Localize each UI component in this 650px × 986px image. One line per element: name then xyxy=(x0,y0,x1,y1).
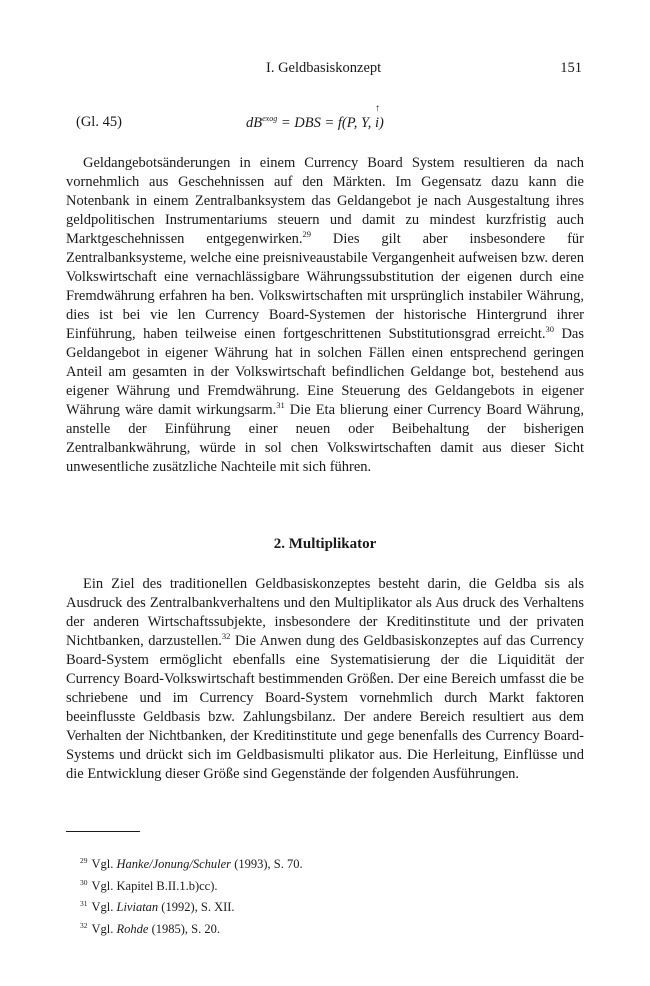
paragraph-text: Ein Ziel des traditionellen Geldbasiskonzeptes besteht darin, die Geldba sis als Ausdruck des Zentralbankverhaltens und den Multiplikator als Aus druck des Verhaltens der anderen Wirtschaftssubjekte, insbesondere der Kreditinstitute und der privaten Nichtbanken, darzustellen. xyxy=(66,576,584,649)
equation-label: (Gl. 45) xyxy=(76,114,122,130)
footnote-29 xyxy=(80,852,580,874)
footnote-number: 32 xyxy=(80,920,88,930)
body-paragraph-1 xyxy=(66,154,584,477)
equation-lhs-superscript: exog xyxy=(262,114,278,123)
footnote-author: Liviatan xyxy=(116,900,159,914)
equation-variable-i xyxy=(374,103,380,132)
paragraph-text: Die Anwen dung des Geldbasiskonzeptes auf das Currency Board-System ermöglicht ebenfalls eine Systematisierung der die Liquidität der Currency Board-Volkswirtschaft bestimmenden Größen. Der eine Bereich umfasst die be schriebene und im Currency Board-System vornehmlich durch Markt faktoren beeinflusste Geldbasis bzw. Zahlungsbilanz. Der andere Bereich resultiert aus dem Verhalten der Nichtbanken, der Kreditinstitute und gege benenfalls des Currency Board-Systems und drückt sich im Geldbasismulti plikator aus. Die Herleitung, Einflüsse und die Entwicklung dieser Größe sind Gegenstände der folgenden Ausführungen. xyxy=(66,633,584,782)
footnote-number: 31 xyxy=(80,899,88,908)
footnote-text: Vgl. xyxy=(91,921,117,936)
footnote-number: 29 xyxy=(80,856,88,865)
footnotes xyxy=(80,852,580,938)
paragraph-text: Die Eta blierung einer Currency Board Währung, anstelle der Einführung einer neuen oder Beibehaltung der bisherigen Zentralbankwährung, würde in sol chen Volkswirtschaften damit aus dieser Sicht unwesentliche zusätzliche Nachteile mit sich führen. xyxy=(66,402,584,475)
body-paragraph-2 xyxy=(66,575,584,784)
up-arrow-icon: ↑ xyxy=(374,103,380,114)
page-number: 151 xyxy=(560,60,582,76)
equation-close: ) xyxy=(378,115,384,131)
footnote-ref-30: 30 xyxy=(545,324,554,334)
footnote-text: (1993), S. 70. xyxy=(231,857,303,871)
footnote-text: (1985), S. 20. xyxy=(148,921,220,936)
footnote-text: (1992), S. XII. xyxy=(158,900,235,914)
footnote-30 xyxy=(80,874,580,896)
footnote-ref-32: 32 xyxy=(221,631,231,641)
equation-lhs: dB xyxy=(246,115,263,131)
footnote-text: Vgl. xyxy=(91,857,117,871)
equation-middle: = DBS = f(P, Y, xyxy=(277,115,375,131)
footnote-author: Hanke/Jonung/Schuler xyxy=(116,857,232,871)
footnote-ref-31: 31 xyxy=(276,400,285,410)
paragraph-text: Das Geldangebot in eigener Währung hat in solchen Fällen einen entsprechend geringen Anteil am gesamten in der Volkswirtschaft befindlichen Geldange bot, bestehend aus eigener Währung und Fremdwährung. Eine Steuerung des Geldangebots in eigener Währung wäre damit wirkungsarm. xyxy=(66,326,584,418)
footnote-text: Vgl. xyxy=(91,900,117,914)
footnote-number: 30 xyxy=(80,877,88,887)
section-heading: 2. Multiplikator xyxy=(273,536,377,552)
equation-body xyxy=(246,103,384,132)
footnote-31 xyxy=(80,895,580,917)
running-title: I. Geldbasiskonzept xyxy=(266,60,382,76)
footnote-32 xyxy=(80,917,580,939)
footnote-ref-29: 29 xyxy=(302,229,312,239)
footnote-author: Rohde xyxy=(116,921,149,936)
equation-i: i xyxy=(374,115,379,131)
footnote-divider xyxy=(66,831,140,832)
paragraph-text: Dies gilt aber insbesondere für Zentralbanksysteme, welche eine preisniveaustabile Vergangenheit aufweisen bzw. deren Volkswirtschaft eine vernachlässigbare Währungssubstitution der eigenen durch eine Fremdwährung erfahren ha ben. Volkswirtschaften mit ursprünglich instabiler Währung, dies ist bei vie len Currency Board-Systemen der historische Hintergrund ihrer Einführung, haben teilweise einen fortgeschrittenen Substitutionsgrad erreicht. xyxy=(66,231,584,342)
paragraph-text: Geldangebotsänderungen in einem Currency Board System resultieren da nach vornehmlich aus Geschehnissen auf den Märkten. Im Gegensatz dazu kann die Notenbank in einem Zentralbanksystem das Geldangebot je nach Ausgestaltung ihres geldpolitischen Instrumentariums steuern und damit zu mindest kurzfristig auch Marktgeschehnissen entgegenwirken. xyxy=(66,155,584,247)
footnote-text: Vgl. Kapitel B.II.1.b)cc). xyxy=(91,878,218,893)
equation-45 xyxy=(76,103,582,138)
running-header xyxy=(66,60,582,82)
